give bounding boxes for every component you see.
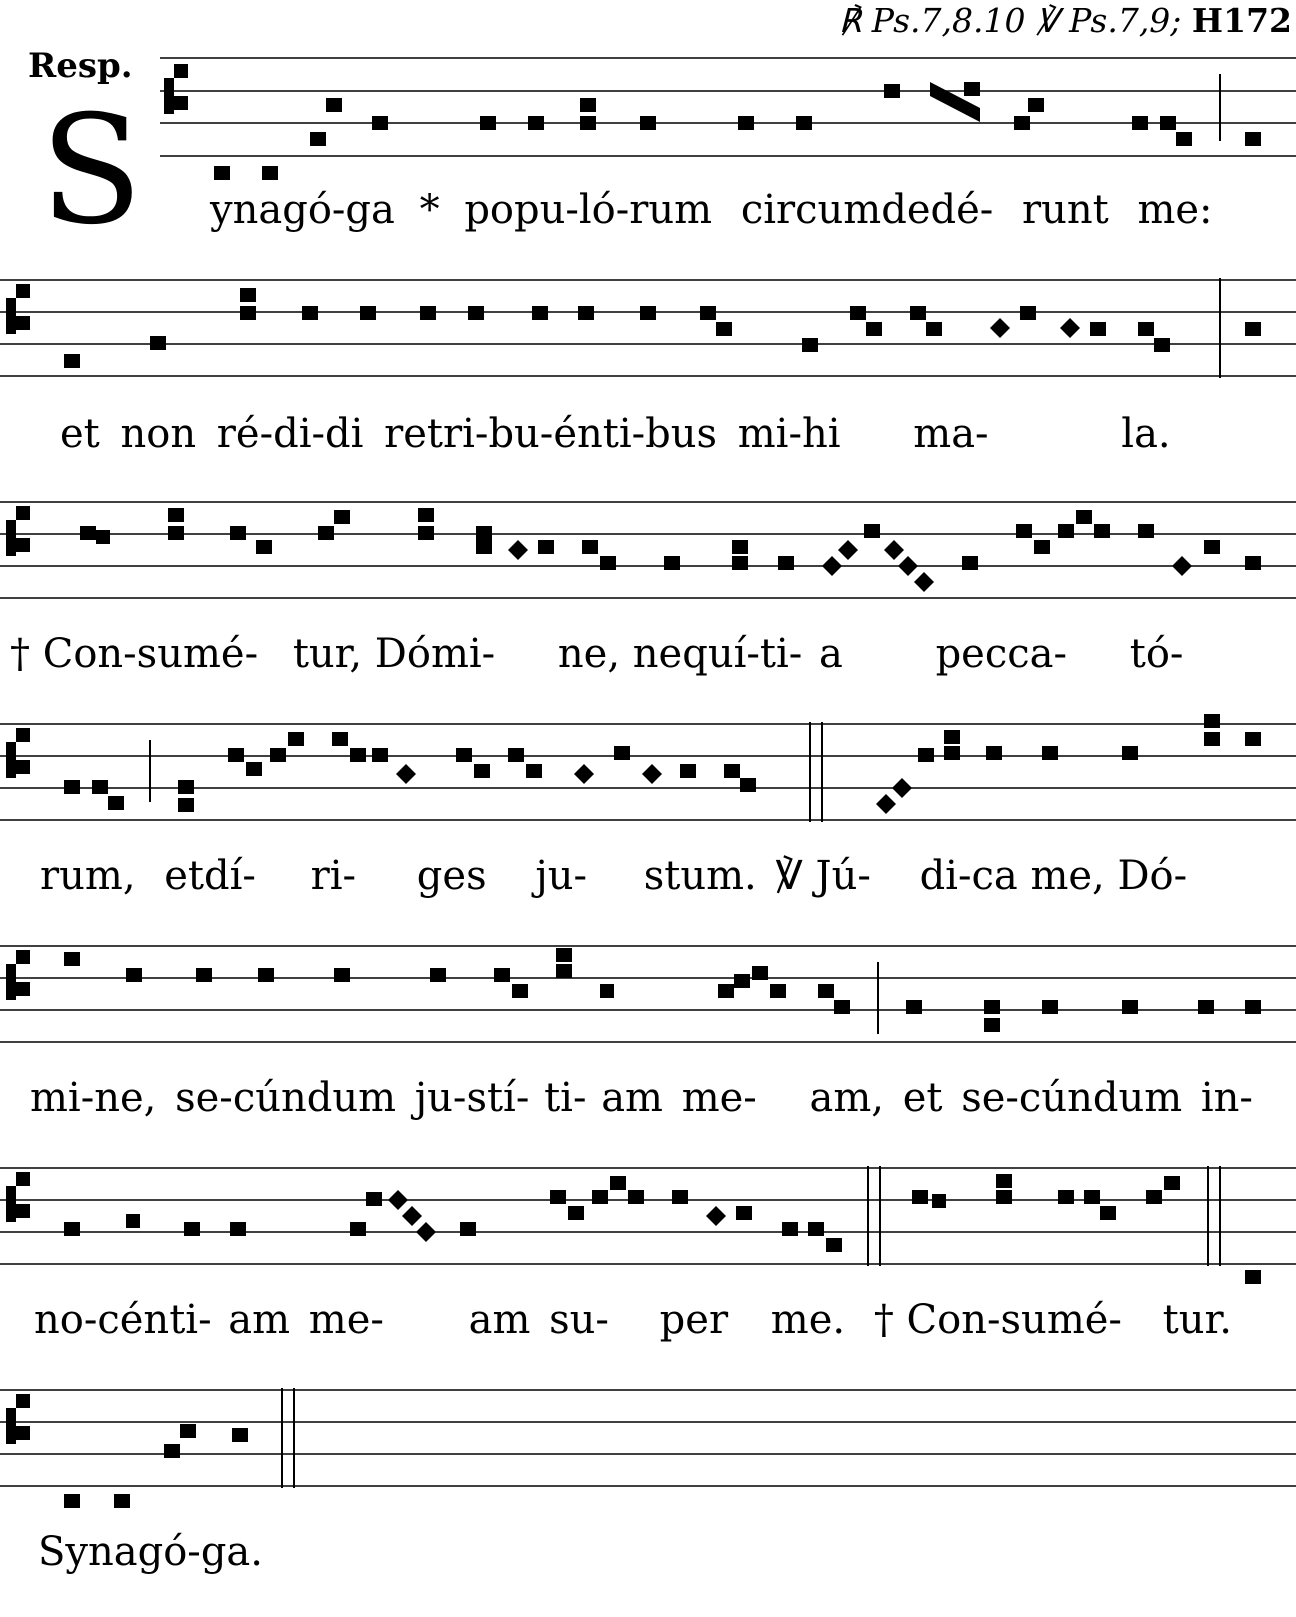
lyric-syllable: ré-di-di [216, 411, 364, 457]
lyric-line-6 [34, 1296, 1232, 1344]
clef-icon [164, 64, 188, 114]
punctum-icon [964, 82, 980, 96]
lyric-syllable: ynagó-ga [210, 187, 395, 233]
source-reference [839, 0, 1292, 42]
lyric-syllable: † Con-sumé- [873, 1297, 1122, 1343]
lyric-syllable: se-cúndum [961, 1075, 1183, 1121]
staff-7 [0, 1388, 1296, 1518]
initial-letter: S [40, 84, 143, 258]
lyric-syllable: * [419, 187, 440, 233]
clef-icon [6, 728, 30, 778]
punctum-icon [262, 166, 278, 180]
neumes [64, 1174, 1261, 1284]
lyric-syllable: me: [1137, 187, 1213, 233]
punctum-icon [372, 116, 388, 130]
lyric-syllable: et [902, 1075, 943, 1121]
punctum-icon [310, 132, 326, 146]
staff-lines [0, 946, 1296, 1042]
punctum-icon [1132, 116, 1148, 130]
lyric-syllable: ju- [535, 853, 588, 899]
punctum-icon [796, 116, 812, 130]
lyric-syllable: su- [549, 1297, 609, 1343]
staff-system-5 [0, 944, 1296, 1134]
staff-2 [0, 278, 1296, 388]
lyric-syllable: tó- [1129, 631, 1184, 677]
staff-system-1 [0, 56, 1296, 258]
lyric-syllable: ju-stí- [414, 1075, 530, 1121]
punctum-icon [640, 116, 656, 130]
lyric-syllable: a [819, 631, 843, 677]
punctum-icon [528, 116, 544, 130]
neumes [64, 288, 1261, 368]
lyric-syllable: me- [681, 1075, 757, 1121]
lyric-line-5 [30, 1074, 1253, 1122]
punctum-icon [480, 116, 496, 130]
diamond-note-icon [1060, 318, 1080, 338]
lyric-syllable: mi-ne, [30, 1075, 157, 1121]
staff-system-2 [0, 278, 1296, 468]
punctum-icon [214, 166, 230, 180]
staff-4 [0, 722, 1296, 832]
staff-3 [0, 500, 1296, 610]
staff-lines [0, 502, 1296, 598]
lyric-line-3 [10, 630, 1183, 678]
neumes [64, 1424, 248, 1508]
lyric-syllable: ma- [913, 411, 989, 457]
diamond-note-icon [990, 318, 1010, 338]
lyric-syllable: etdí- [164, 853, 256, 899]
lyric-syllable: et [60, 411, 100, 457]
staff-5 [0, 944, 1296, 1054]
punctum-icon [1028, 98, 1044, 112]
lyric-syllable: † Con-sumé- [10, 631, 259, 677]
lyric-syllable: tur, Dómi- [292, 631, 496, 677]
lyric-syllable: se-cúndum [175, 1075, 397, 1121]
staff-system-4 [0, 722, 1296, 912]
resp-reference: ℟ Ps.7,8.10 [838, 1, 1026, 40]
lyric-syllable: per [659, 1297, 729, 1343]
lyric-line-1 [210, 186, 1213, 234]
lyric-syllable: tur. [1162, 1297, 1232, 1343]
lyric-syllable: me- [308, 1297, 384, 1343]
lyric-syllable: ges [416, 853, 487, 899]
staff-system-6 [0, 1166, 1296, 1356]
staff-6 [0, 1166, 1296, 1276]
neumes [64, 714, 1261, 814]
punctum-icon [580, 116, 596, 130]
lyric-syllable: la. [1121, 411, 1171, 457]
lyric-line-4 [40, 852, 1187, 900]
punctum-icon [738, 116, 754, 130]
clef-icon [6, 1172, 30, 1222]
clef-icon [6, 950, 30, 1000]
lyric-syllable: popu-ló-rum [464, 187, 713, 233]
lyric-syllable: ne, nequí-ti- [557, 631, 803, 677]
responsory-label: Resp. [28, 46, 133, 86]
punctum-icon [1160, 116, 1176, 130]
neumes [214, 82, 1261, 180]
lyric-syllable: ℣ Jú- [775, 853, 871, 899]
clef-icon [6, 284, 30, 334]
lyric-syllable: runt [1022, 187, 1109, 233]
lyric-syllable: rum, [40, 853, 136, 899]
punctum-icon [1245, 132, 1261, 146]
punctum-icon [326, 98, 342, 112]
lyric-syllable: am [228, 1297, 291, 1343]
lyric-syllable: ti- [544, 1075, 587, 1121]
lyric-syllable: Synagó-ga. [38, 1529, 263, 1575]
lyric-syllable: non [120, 411, 197, 457]
lyric-syllable: retri-bu-énti-bus [384, 411, 718, 457]
lyric-syllable: no-cénti- [34, 1297, 212, 1343]
neumes [80, 508, 1261, 592]
lyric-syllable: circumdedé- [740, 187, 994, 233]
lyric-syllable: mi-hi [737, 411, 841, 457]
neumes [64, 948, 1261, 1032]
staff-system-3 [0, 500, 1296, 690]
vers-reference: ℣ Ps.7,9; [1036, 1, 1182, 40]
lyric-line-7 [38, 1528, 263, 1576]
clef-icon [6, 506, 30, 556]
punctum-icon [1176, 132, 1192, 146]
lyric-syllable: am [468, 1297, 531, 1343]
staff-1 [0, 56, 1296, 166]
lyric-syllable: di-ca me, Dó- [919, 853, 1188, 899]
punctum-icon [1014, 116, 1030, 130]
clef-icon [6, 1394, 30, 1444]
lyric-syllable: me. [770, 1297, 846, 1343]
punctum-icon [580, 98, 596, 112]
lyric-syllable: ri- [310, 853, 357, 899]
punctum-icon [884, 84, 900, 98]
lyric-syllable: am [601, 1075, 663, 1121]
staff-system-7 [0, 1388, 1296, 1608]
lyric-syllable: pecca- [935, 631, 1068, 677]
hymnal-id: H172 [1191, 1, 1292, 40]
lyric-syllable: stum. [643, 853, 757, 899]
lyric-line-2 [60, 410, 1171, 458]
lyric-syllable: am, [809, 1075, 885, 1121]
lyric-syllable: in- [1200, 1075, 1253, 1121]
